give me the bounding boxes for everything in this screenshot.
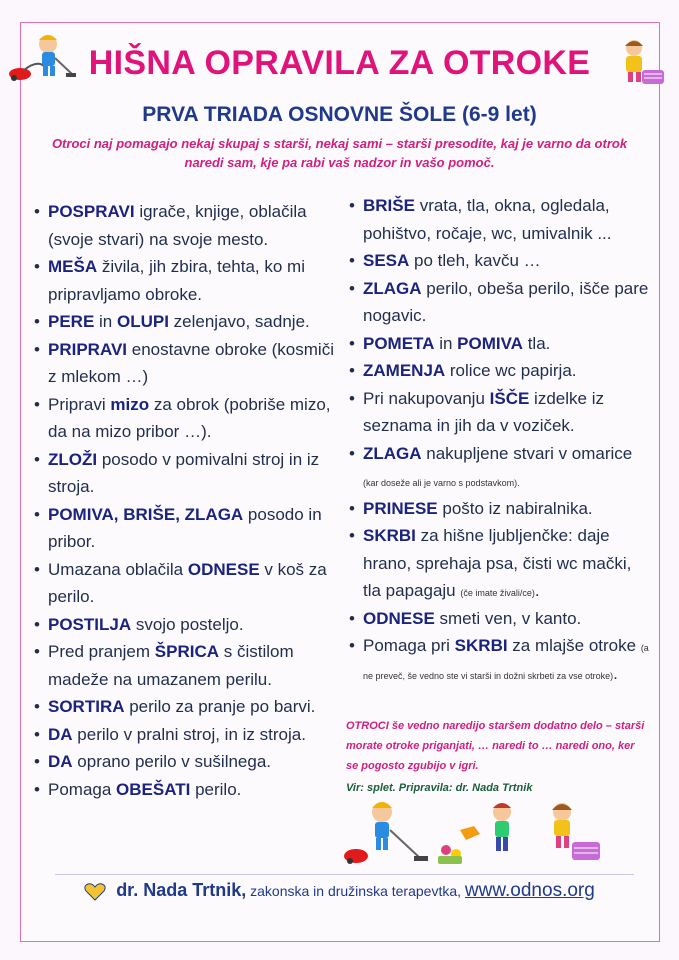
bullet-icon: • [34,779,40,799]
item-text: živila, jih zbira, tehta, ko mi pripravljamo obroke. [48,257,305,304]
list-item [34,198,334,253]
item-keyword: ODNESE [363,608,435,628]
bullet-icon: • [349,388,355,408]
item-text: pošto iz nabiralnika. [437,498,593,518]
item-keyword: POMIVA [457,333,523,353]
page-subtitle: PRVA TRIADA OSNOVNE ŠOLE (6-9 let) [142,103,537,126]
list-item [34,776,334,804]
note-text: OTROCI še vedno naredijo staršem dodatno delo – starši morate otroke priganjati, … naredi to … naredi ono, ker se pogosto zgubijo v igri. [346,720,645,772]
bullet-icon: • [34,449,40,469]
item-keyword: ZLAGA [363,443,422,463]
bullet-icon: • [34,752,40,771]
bullet-icon: • [34,394,40,414]
page-title: HIŠNA OPRAVILA ZA OTROKE [88,44,591,82]
bullet-icon: • [34,697,40,716]
item-text: . [613,663,618,683]
item-keyword: ŠPRICA [154,642,220,661]
item-text: za obrok (pobriše mizo, da na mizo pribor …). [48,394,331,441]
item-keyword: DA [48,724,73,744]
item-text: za hišne ljubljenčke: daje hrano, sprehaja psa, čisti wc mački, tla papagaju [363,526,632,600]
list-item [349,357,649,385]
bullet-icon: • [349,196,355,215]
list-item [34,721,334,749]
footer-author-role: zakonska in družinska terapevtka, [246,883,465,899]
list-item [34,693,334,721]
heart-hands-icon [84,883,106,901]
list-item [349,275,649,330]
list-item [349,440,649,495]
item-note: (a ne preveč, še vedno ste vi starši in dožni skrbeti za vse otroke) [363,643,649,681]
item-text: tla. [522,333,551,353]
source-credit: Vir: splet. Pripravila: dr. Nada Trtnik [346,782,533,794]
item-text: izdelke iz seznama in jih da v voziček. [363,388,604,435]
bullet-icon: • [349,361,355,380]
item-text: nakupljene stvari v omarice [421,443,633,463]
item-text: Pri nakupovanju [363,388,490,408]
item-keyword: PRINESE [363,498,438,518]
left-chore-list [34,198,334,803]
list-item [349,330,649,358]
item-text: igrače, knjige, oblačila (svoje stvari) na svoje mesto. [48,202,307,249]
list-item [34,501,334,556]
bullet-icon: • [349,278,355,298]
item-text: perilo v pralni stroj, in iz stroja. [72,724,306,744]
item-keyword: POSTILJA [48,614,132,634]
item-text: zelenjavo, sadnje. [168,312,310,331]
item-text: in [94,312,117,331]
item-text: perilo za pranje po barvi. [124,697,316,716]
item-keyword: POMETA [363,333,435,353]
item-keyword: SKRBI [454,636,508,655]
list-item [34,336,334,391]
item-text: vrata, tla, okna, ogledala, pohištvo, ročaje, wc, umivalnik ... [363,196,612,243]
list-item [349,385,649,440]
list-item [349,605,649,633]
item-keyword: ZAMENJA [363,361,446,380]
item-text: Pomaga [48,779,117,799]
item-keyword: POMIVA, BRIŠE, ZLAGA [48,504,244,524]
item-text: Pomaga pri [363,636,455,655]
item-text: svojo posteljo. [131,614,244,634]
list-item [34,391,334,446]
item-keyword: PERE [48,312,95,331]
bullet-icon: • [349,498,355,518]
website-link[interactable]: www.odnos.org [464,880,595,901]
list-item [349,192,649,247]
bullet-icon: • [34,257,40,276]
bullet-icon: • [34,614,40,634]
bullet-icon: • [349,636,355,655]
item-text: posodo in pribor. [48,504,322,551]
list-item [349,632,649,687]
footer [0,880,679,902]
item-text: rolice wc papirja. [445,361,577,380]
item-text: enostavne obroke (kosmiči z mlekom …) [48,339,334,386]
item-keyword: SKRBI [363,526,416,545]
item-text: . [534,581,540,600]
item-text: v koš za perilo. [48,559,327,606]
item-text: perilo. [190,779,242,799]
bullet-icon: • [34,312,40,331]
item-keyword: SORTIRA [48,697,125,716]
bullet-icon: • [34,724,40,744]
list-item [349,495,649,523]
list-item [34,748,334,776]
item-text: posodo v pomivalni stroj in iz stroja. [48,449,320,496]
item-keyword: SESA [363,251,410,270]
list-item [349,522,649,605]
list-item [34,556,334,611]
footer-divider [55,874,634,875]
item-text: perilo, obeša perilo, išče pare nogavic. [363,278,649,325]
item-keyword: ZLOŽI [48,449,98,469]
list-item [34,446,334,501]
list-item [349,247,649,275]
item-text: in [434,333,458,353]
right-chore-list [349,192,649,687]
item-keyword: POSPRAVI [48,202,135,221]
item-text: po tleh, kavču … [409,251,541,270]
bullet-icon: • [34,339,40,359]
item-keyword: OBEŠATI [116,779,191,799]
bullet-icon: • [34,202,40,221]
item-text: oprano perilo v sušilnega. [72,752,272,771]
item-keyword: OLUPI [116,312,169,331]
item-keyword: IŠČE [489,388,530,408]
item-note: (če imate živali/ce) [460,588,535,598]
item-keyword: MEŠA [48,257,98,276]
item-keyword: PRIPRAVI [48,339,128,359]
item-text: Pred pranjem [48,642,155,661]
item-text: smeti ven, v kanto. [434,608,582,628]
bullet-icon: • [349,443,355,463]
bullet-icon: • [34,642,40,661]
bullet-icon: • [349,251,355,270]
item-keyword: ODNESE [187,559,260,579]
item-keyword: BRIŠE [363,196,415,215]
item-note: (kar doseže ali je varno s podstavkom). [363,478,520,488]
item-text: za mlajše otroke [507,636,641,655]
bullet-icon: • [349,333,355,353]
bullet-icon: • [349,608,355,628]
bullet-icon: • [34,504,40,524]
intro-text: Otroci naj pomagajo nekaj skupaj s starši, nekaj sami – starši presodite, kaj je varno da otrok naredi sam, kje pa rabi vaš nadzor in vašo pomoč. [51,136,628,170]
list-item [34,308,334,336]
footer-author-name: dr. Nada Trtnik, [116,880,247,900]
bullet-icon: • [34,559,40,579]
list-item [34,638,334,693]
bullet-icon: • [349,526,355,545]
item-keyword: mizo [110,394,150,414]
item-text: s čistilom madeže na umazanem perilu. [48,642,294,689]
list-item [34,253,334,308]
item-text: Umazana oblačila [48,559,188,579]
children-chores-illustration [340,798,610,870]
item-keyword: DA [48,752,73,771]
item-text: Pripravi [48,394,111,414]
list-item [34,611,334,639]
item-keyword: ZLAGA [363,278,422,298]
